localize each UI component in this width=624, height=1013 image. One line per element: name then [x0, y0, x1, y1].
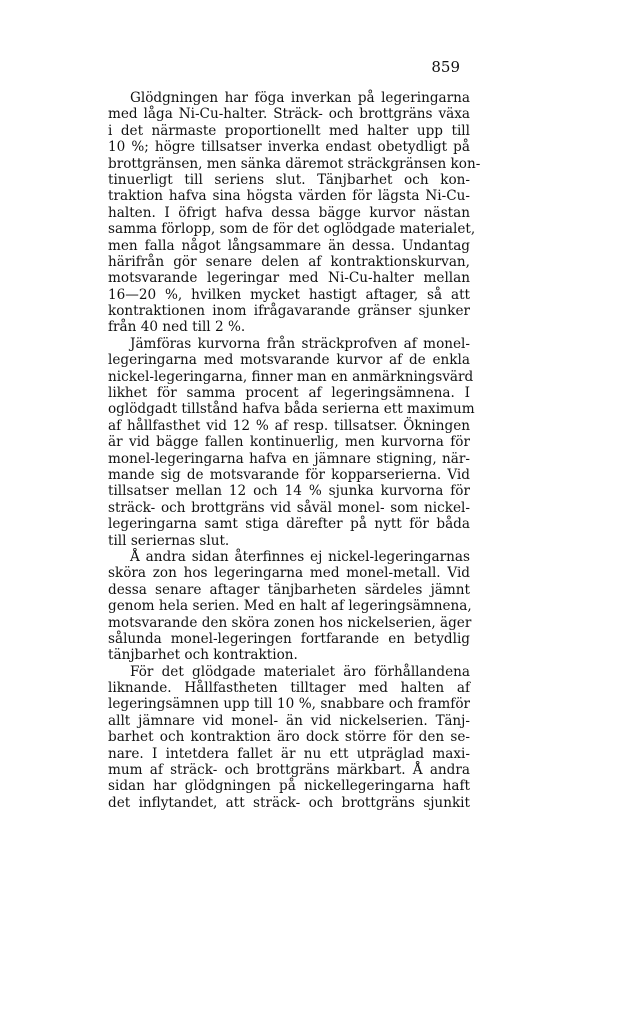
text-line: sköra zon hos legeringarna med monel-metall. Vid	[108, 565, 470, 582]
text-line: med låga Ni-Cu-halter. Sträck- och brottgräns växa	[108, 106, 470, 123]
text-line: motsvarande legeringar med Ni-Cu-halter mellan	[108, 270, 470, 287]
text-line: Jämföras kurvorna från sträckprofven af monel-	[130, 335, 470, 352]
text-line: i det närmaste proportionellt med halter upp till	[108, 122, 470, 139]
text-line: motsvarande den sköra zonen hos nickelserien, äger	[108, 614, 472, 631]
text-line: kontraktionen inom ifrågavarande gränser sjunker	[108, 303, 470, 320]
text-line: nickel-legeringarna, finner man en anmärkningsvärd	[108, 368, 474, 385]
text-line: 10 %; högre tillsatser inverka endast obetydligt på	[108, 139, 470, 156]
text-line: nare. I intetdera fallet är nu ett utpräglad maxi-	[108, 745, 470, 762]
text-line: liknande. Hållfastheten tilltager med halten af	[108, 680, 470, 697]
text-line: till seriernas slut.	[108, 532, 230, 549]
text-line: mum af sträck- och brottgräns märkbart. Å andra	[108, 762, 470, 779]
text-line: af hållfasthet vid 12 % af resp. tillsatser. Ökningen	[108, 417, 470, 434]
text-line: barhet och kontraktion äro dock större för den se-	[108, 729, 470, 746]
text-line: traktion hafva sina högsta värden för lägsta Ni-Cu-	[108, 188, 470, 205]
text-line: legeringsämnen upp till 10 %, snabbare och framför	[108, 696, 470, 713]
paragraph-4	[108, 664, 470, 812]
text-line: Å andra sidan återfinnes ej nickel-legeringarnas	[130, 548, 470, 565]
paragraph-1	[108, 90, 481, 336]
text-line: härifrån gör senare delen af kontraktionskurvan,	[108, 253, 470, 270]
text-line: sidan har glödgningen på nickellegeringarna haft	[108, 778, 470, 795]
text-line: 16—20 %, hvilken mycket hastigt aftager, så att	[108, 286, 470, 303]
page-number: 859	[431, 58, 460, 76]
paragraph-3	[108, 549, 470, 664]
text-line: sålunda monel-legeringen fortfarande en betydlig	[108, 630, 470, 647]
text-line: oglödgadt tillstånd hafva båda serierna ett maximum	[108, 401, 475, 418]
text-line: tinuerligt till seriens slut. Tänjbarhet och kon-	[108, 171, 470, 188]
text-line: det inflytandet, att sträck- och brottgräns sjunkit	[108, 794, 470, 811]
text-line: sträck- och brottgräns vid såväl monel- som nickel-	[108, 499, 470, 516]
text-line: legeringarna samt stiga därefter på nytt för båda	[108, 516, 470, 533]
text-line: brottgränsen, men sänka däremot sträckgränsen kon-	[108, 155, 481, 172]
text-line: tillsatser mellan 12 och 14 % sjunka kurvorna för	[108, 483, 470, 500]
text-line: legeringarna med motsvarande kurvor af de enkla	[108, 352, 470, 369]
text-line: från 40 ned till 2 %.	[108, 319, 246, 336]
text-line: samma förlopp, som de för det oglödgade materialet,	[108, 221, 476, 238]
text-line: är vid bägge fallen kontinuerlig, men kurvorna för	[108, 434, 470, 451]
text-line: tänjbarhet och kontraktion.	[108, 647, 298, 664]
text-line: mande sig de motsvarande för kopparserierna. Vid	[108, 466, 470, 483]
text-line: monel-legeringarna hafva en jämnare stigning, när-	[108, 450, 470, 467]
text-line: men falla något långsammare än dessa. Undantag	[108, 237, 470, 254]
text-line: genom hela serien. Med en halt af legeringsämnena,	[108, 598, 472, 615]
paragraph-2	[108, 335, 475, 549]
text-line: För det glödgade materialet äro förhållandena	[130, 663, 470, 680]
text-line: dessa senare aftager tänjbarheten särdeles jämnt	[108, 581, 470, 598]
text-line: halten. I öfrigt hafva dessa bägge kurvor nästan	[108, 204, 470, 221]
text-line: Glödgningen har föga inverkan på legeringarna	[130, 90, 470, 106]
text-line: allt jämnare vid monel- än vid nickelserien. Tänj-	[108, 712, 470, 729]
body-text	[108, 90, 481, 811]
text-line: likhet för samma procent af legeringsämnena. I	[108, 385, 470, 402]
